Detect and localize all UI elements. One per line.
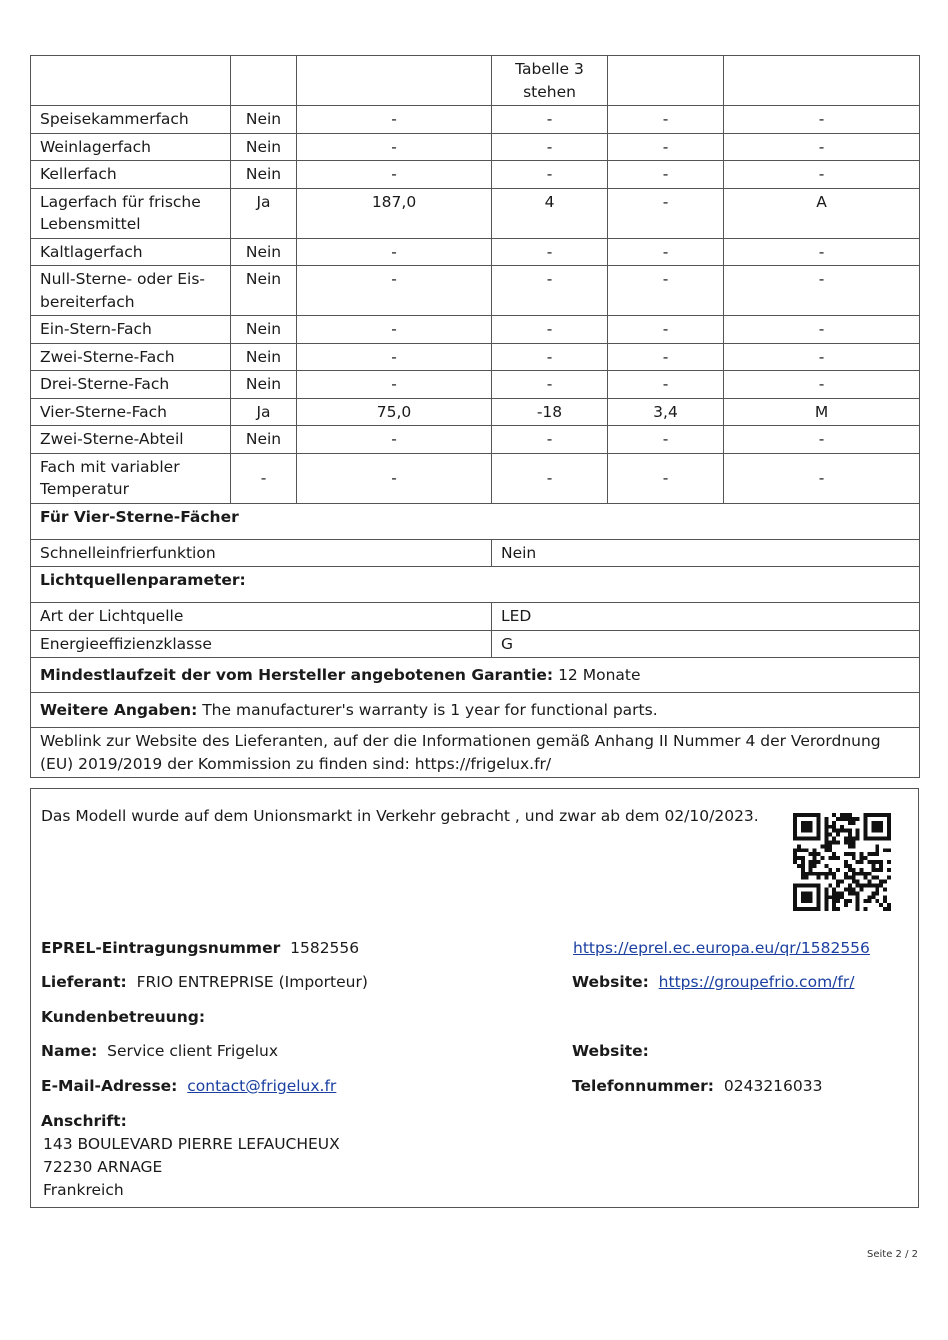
further-info-row <box>31 693 920 728</box>
table-header-row <box>31 56 920 106</box>
cell-class: A <box>724 188 920 238</box>
address-line: Frankreich <box>43 1181 124 1199</box>
customer-service-heading: Kundenbetreuung: <box>41 1008 206 1026</box>
address-line: 72230 ARNAGE <box>43 1158 163 1176</box>
email-link[interactable]: contact@frigelux.fr <box>187 1077 337 1095</box>
compartment-table <box>30 55 920 778</box>
cell-energy: - <box>608 188 724 238</box>
further-info-label: Weitere Angaben: <box>40 700 198 719</box>
table-row <box>31 371 920 399</box>
compartment-rows <box>31 106 920 504</box>
cell-volume: - <box>297 238 492 266</box>
cell-temp: - <box>492 106 608 134</box>
cell-present: Ja <box>231 188 297 238</box>
compartment-label: Ein-Stern-Fach <box>31 316 231 344</box>
phone-value: 0243216033 <box>723 1077 823 1095</box>
phone-label: Telefonnummer: <box>572 1077 715 1095</box>
further-info-value: The manufacturer's warranty is 1 year for functional parts. <box>202 700 658 719</box>
warranty-row <box>31 658 920 693</box>
cell-present: - <box>231 453 297 503</box>
compartment-label: Kellerfach <box>31 161 231 189</box>
cell-energy: - <box>608 238 724 266</box>
cell-class: - <box>724 266 920 316</box>
header-fragment: Tabelle 3 stehen <box>492 56 608 106</box>
warranty-value: 12 Monate <box>558 665 641 684</box>
cell-volume: - <box>297 106 492 134</box>
light-section-row <box>31 567 920 603</box>
name-line <box>41 1040 278 1062</box>
cell-energy: - <box>608 343 724 371</box>
weblink-row <box>31 728 920 778</box>
cell-temp: -18 <box>492 398 608 426</box>
cell-class: - <box>724 371 920 399</box>
compartment-label: Weinlagerfach <box>31 133 231 161</box>
cell-present: Nein <box>231 266 297 316</box>
table-row <box>31 161 920 189</box>
phone-line <box>572 1075 823 1097</box>
cell-present: Nein <box>231 161 297 189</box>
eprel-value: 1582556 <box>290 939 360 957</box>
address-line: 143 BOULEVARD PIERRE LEFAUCHEUX <box>43 1135 340 1153</box>
cell-class: - <box>724 316 920 344</box>
four-star-heading: Für Vier-Sterne-Fächer <box>31 503 920 539</box>
light-type-value: LED <box>492 603 920 631</box>
cell-volume: - <box>297 371 492 399</box>
cell-present: Nein <box>231 133 297 161</box>
cell-volume: - <box>297 316 492 344</box>
cell-energy: - <box>608 133 724 161</box>
address-label: Anschrift: <box>41 1112 127 1130</box>
light-heading: Lichtquellenparameter: <box>31 567 920 603</box>
cell-present: Ja <box>231 398 297 426</box>
cell-temp: - <box>492 238 608 266</box>
cell-volume: - <box>297 133 492 161</box>
table-row <box>31 398 920 426</box>
light-class-row <box>31 630 920 658</box>
cell-class: - <box>724 343 920 371</box>
cell-energy: - <box>608 316 724 344</box>
light-class-value: G <box>492 630 920 658</box>
cell-class: - <box>724 133 920 161</box>
cell-class: - <box>724 453 920 503</box>
cell-temp: - <box>492 371 608 399</box>
fast-freeze-row <box>31 539 920 567</box>
cell-present: Nein <box>231 316 297 344</box>
table-row <box>31 188 920 238</box>
cell-energy: - <box>608 161 724 189</box>
cell-present: Nein <box>231 238 297 266</box>
cs-website-label: Website: <box>572 1042 649 1060</box>
eprel-label: EPREL-Eintragungsnummer <box>41 939 281 957</box>
light-type-row <box>31 603 920 631</box>
cell-volume: 75,0 <box>297 398 492 426</box>
eprel-link[interactable]: https://eprel.ec.europa.eu/qr/1582556 <box>573 939 870 957</box>
compartment-label: Vier-Sterne-Fach <box>31 398 231 426</box>
supplier-website-link[interactable]: https://groupefrio.com/fr/ <box>658 973 855 991</box>
email-label: E-Mail-Adresse: <box>41 1077 178 1095</box>
compartment-label: Zwei-Sterne-Fach <box>31 343 231 371</box>
table-row <box>31 266 920 316</box>
qr-code-icon <box>793 813 891 911</box>
cell-volume: - <box>297 453 492 503</box>
cell-class: - <box>724 426 920 454</box>
table-row <box>31 426 920 454</box>
compartment-label: Speisekammerfach <box>31 106 231 134</box>
four-star-section-row <box>31 503 920 539</box>
cell-temp: - <box>492 266 608 316</box>
table-row <box>31 238 920 266</box>
cell-volume: 187,0 <box>297 188 492 238</box>
supplier-website-line <box>572 971 854 993</box>
cell-volume: - <box>297 343 492 371</box>
table-row <box>31 133 920 161</box>
weblink-text: Weblink zur Website des Lieferanten, auf der die Informationen gemäß Anhang II Nummer 4 der Verordnung (EU) 2019/2019 der Kommission zu finden sind: <box>40 732 881 773</box>
cell-temp: 4 <box>492 188 608 238</box>
compartment-label: Lagerfach für frische Lebensmittel <box>31 188 231 238</box>
compartment-label: Null-Sterne- oder Eis-bereiterfach <box>31 266 231 316</box>
fast-freeze-label: Schnelleinfrierfunktion <box>31 539 492 567</box>
cell-energy: - <box>608 426 724 454</box>
warranty-label: Mindestlaufzeit der vom Hersteller angebotenen Garantie: <box>40 665 554 684</box>
table-row <box>31 343 920 371</box>
email-line <box>41 1075 336 1097</box>
light-type-label: Art der Lichtquelle <box>31 603 492 631</box>
supplier-website-label: Website: <box>572 973 649 991</box>
cell-present: Nein <box>231 371 297 399</box>
table-row <box>31 453 920 503</box>
cell-temp: - <box>492 133 608 161</box>
cell-energy: - <box>608 106 724 134</box>
cell-energy: 3,4 <box>608 398 724 426</box>
cell-temp: - <box>492 426 608 454</box>
cell-present: Nein <box>231 426 297 454</box>
supplier-label: Lieferant: <box>41 973 127 991</box>
cell-volume: - <box>297 161 492 189</box>
cell-class: - <box>724 106 920 134</box>
cell-temp: - <box>492 453 608 503</box>
cell-volume: - <box>297 266 492 316</box>
cell-energy: - <box>608 266 724 316</box>
weblink-url[interactable]: https://frigelux.fr/ <box>414 754 552 773</box>
cell-temp: - <box>492 343 608 371</box>
table-row <box>31 316 920 344</box>
cell-class: - <box>724 161 920 189</box>
light-class-label: Energieeffizienzklasse <box>31 630 492 658</box>
compartment-label: Kaltlagerfach <box>31 238 231 266</box>
cell-class: - <box>724 238 920 266</box>
table-row <box>31 106 920 134</box>
compartment-label: Zwei-Sterne-Abteil <box>31 426 231 454</box>
cell-class: M <box>724 398 920 426</box>
market-text: Das Modell wurde auf dem Unionsmarkt in Verkehr gebracht , und zwar ab dem 02/10/2023. <box>41 807 759 825</box>
eprel-line <box>41 937 359 959</box>
supplier-value: FRIO ENTREPRISE (Importeur) <box>136 973 368 991</box>
page-number: Seite 2 / 2 <box>867 1249 918 1260</box>
name-value: Service client Frigelux <box>107 1042 279 1060</box>
cell-energy: - <box>608 371 724 399</box>
cell-present: Nein <box>231 106 297 134</box>
cell-volume: - <box>297 426 492 454</box>
fast-freeze-value: Nein <box>492 539 920 567</box>
compartment-label: Drei-Sterne-Fach <box>31 371 231 399</box>
cell-present: Nein <box>231 343 297 371</box>
cell-temp: - <box>492 316 608 344</box>
name-label: Name: <box>41 1042 98 1060</box>
cell-temp: - <box>492 161 608 189</box>
model-info-box <box>30 788 919 1208</box>
compartment-label: Fach mit variabler Temperatur <box>31 453 231 503</box>
supplier-line <box>41 971 368 993</box>
cell-energy: - <box>608 453 724 503</box>
